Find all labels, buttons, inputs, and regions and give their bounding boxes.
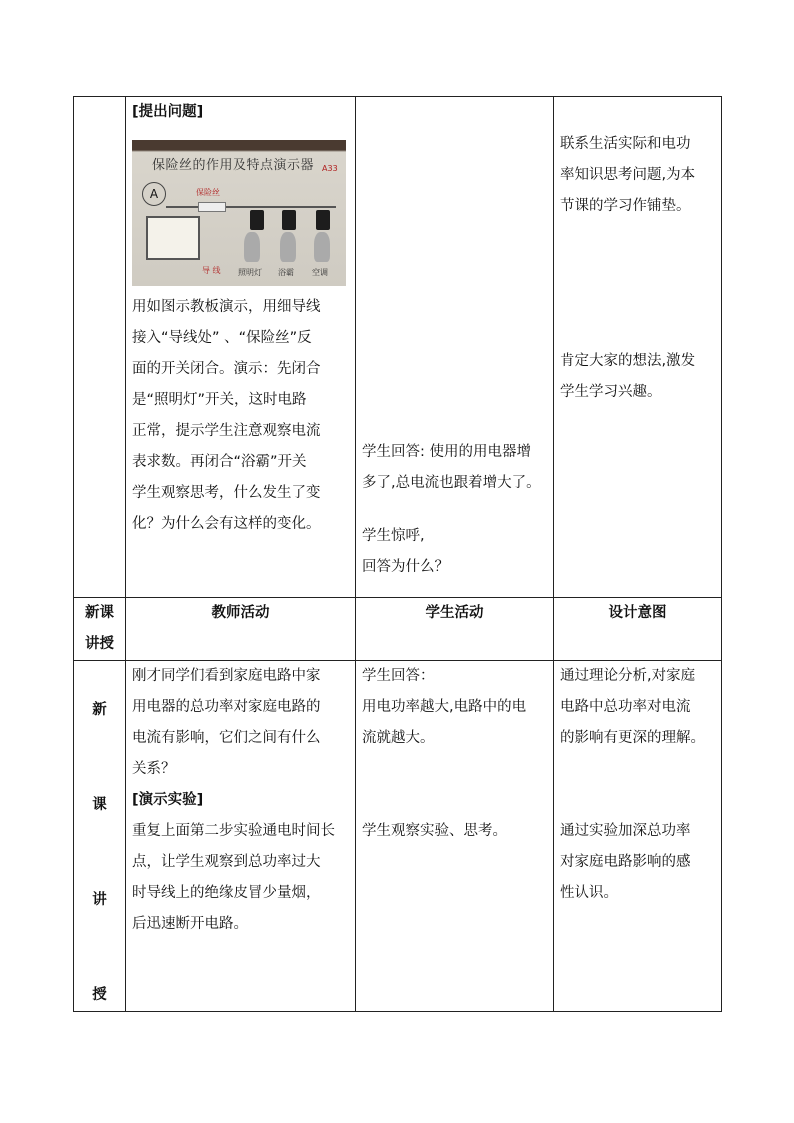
section-label: 讲授	[85, 636, 114, 652]
text-line: 率知识思考问题,为本	[560, 167, 696, 183]
text-line: 学生回答：	[362, 668, 435, 684]
section-label: 新课	[85, 605, 114, 621]
text-line: 学生观察思考，什么发生了变	[132, 485, 321, 501]
text-line: 学生回答: 使用的用电器增	[362, 444, 531, 460]
fuse	[198, 202, 226, 212]
student-activity-cell	[356, 661, 554, 1012]
text-line: 流就越大。	[362, 730, 435, 746]
text-line: 通过实验加深总功率	[560, 823, 691, 839]
section-char: 授	[92, 987, 107, 1003]
section-label-vertical	[74, 661, 126, 1012]
text-line: 用电功率越大,电路中的电	[362, 699, 527, 715]
table-row	[74, 97, 722, 598]
board-label: 导 线	[202, 266, 221, 275]
section-label-cell	[74, 598, 126, 661]
text-line: 通过理论分析,对家庭	[560, 668, 696, 684]
text-line: 后迅速断开电路。	[132, 916, 248, 932]
column-header-intent: 设计意图	[554, 598, 722, 661]
column-header-teacher: 教师活动	[126, 598, 356, 661]
section-char: 新	[92, 702, 107, 718]
text-line: 节课的学习作铺垫。	[560, 198, 691, 214]
text-line: 学生学习兴趣。	[560, 384, 662, 400]
lamp	[314, 232, 330, 262]
text-line: 接入“导线处” 、“保险丝”反	[132, 330, 312, 346]
design-intent-cell	[554, 97, 722, 598]
text-line: 联系生活实际和电功	[560, 136, 691, 152]
text-line: 化？为什么会有这样的变化。	[132, 516, 321, 532]
section-cell-empty	[74, 97, 126, 598]
demo-board-photo	[132, 140, 346, 286]
board-title: 保险丝的作用及特点演示器	[152, 158, 315, 173]
section-char: 讲	[92, 892, 107, 908]
text-line: 点，让学生观察到总功率过大	[132, 854, 321, 870]
text-line: 表求数。再闭合“浴霸”开关	[132, 454, 307, 470]
text-line: 关系？	[132, 761, 176, 777]
switch	[282, 210, 296, 230]
lamp	[280, 232, 296, 262]
text-line: 是“照明灯”开关，这时电路	[132, 392, 307, 408]
ammeter-symbol: A	[142, 182, 166, 206]
board-mark: A33	[322, 164, 338, 173]
wire	[166, 206, 336, 208]
switch	[250, 210, 264, 230]
text-line: 用电器的总功率对家庭电路的	[132, 699, 321, 715]
text-line: 电路中总功率对电流	[560, 699, 691, 715]
teacher-activity-cell	[126, 661, 356, 1012]
text-line: 时导线上的绝缘皮冒少量烟，	[132, 885, 321, 901]
section-char: 课	[92, 797, 107, 813]
text-line: 面的开关闭合。演示：先闭合	[132, 361, 321, 377]
lesson-plan-table	[73, 96, 722, 1012]
text-line: 性认识。	[560, 885, 618, 901]
column-header-student: 学生活动	[356, 598, 554, 661]
lamp	[244, 232, 260, 262]
ammeter	[146, 216, 200, 260]
section-heading: [提出问题]	[132, 104, 204, 120]
text-line: 刚才同学们看到家庭电路中家	[132, 668, 321, 684]
board-label: 照明灯	[238, 268, 262, 277]
board-label: 浴霸	[278, 268, 294, 277]
student-activity-cell	[356, 97, 554, 598]
teacher-activity-cell	[126, 97, 356, 598]
text-line: 对家庭电路影响的感	[560, 854, 691, 870]
text-line: 电流有影响，它们之间有什么	[132, 730, 321, 746]
switch	[316, 210, 330, 230]
text-line: 重复上面第二步实验通电时间长	[132, 823, 335, 839]
text-line: 学生惊呼,	[362, 528, 425, 544]
section-heading: [演示实验]	[132, 792, 204, 808]
text-line: 正常，提示学生注意观察电流	[132, 423, 321, 439]
text-line: 肯定大家的想法,激发	[560, 353, 696, 369]
fuse-label: 保险丝	[196, 188, 220, 197]
board-label: 空调	[312, 268, 328, 277]
text-line: 回答为什么？	[362, 559, 449, 575]
text-line: 学生观察实验、思考。	[362, 823, 507, 839]
table-row	[74, 661, 722, 1012]
text-line: 多了,总电流也跟着增大了。	[362, 475, 541, 491]
text-line: 用如图示教板演示，用细导线	[132, 299, 321, 315]
text-line: 的影响有更深的理解。	[560, 730, 705, 746]
table-header-row	[74, 598, 722, 661]
design-intent-cell	[554, 661, 722, 1012]
